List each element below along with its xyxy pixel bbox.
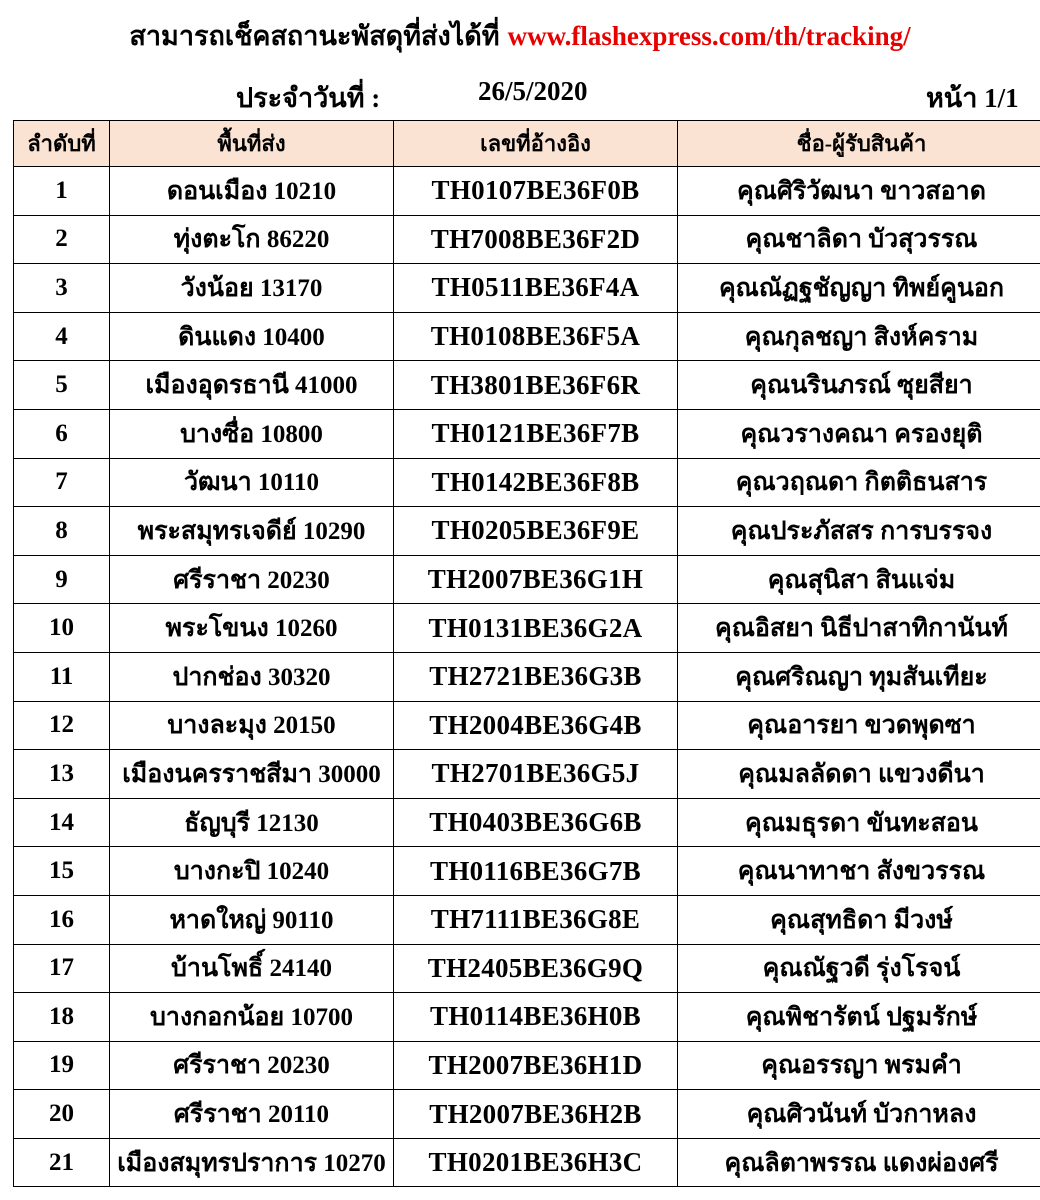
- reference-number-cell: TH2007BE36G1H: [394, 555, 678, 604]
- recipient-name-cell: คุณอรรญา พรมคำ: [678, 1041, 1040, 1090]
- table-row: [14, 1090, 1040, 1139]
- delivery-area-cell: เมืองสมุทรปราการ 10270: [110, 1138, 394, 1187]
- row-number-cell: 6: [14, 409, 110, 458]
- recipient-name-cell: คุณวรางคณา ครองยุติ: [678, 409, 1040, 458]
- delivery-area-cell: บ้านโพธิ์ 24140: [110, 944, 394, 993]
- row-number-cell: 5: [14, 361, 110, 410]
- recipient-name-cell: คุณสุนิสา สินแจ่ม: [678, 555, 1040, 604]
- recipient-name-cell: คุณศริณญา ทุมสันเทียะ: [678, 652, 1040, 701]
- table-row: [14, 895, 1040, 944]
- row-number-cell: 13: [14, 750, 110, 799]
- reference-number-cell: TH0511BE36F4A: [394, 264, 678, 313]
- reference-number-cell: TH2007BE36H2B: [394, 1090, 678, 1139]
- delivery-area-cell: ศรีราชา 20230: [110, 1041, 394, 1090]
- row-number-cell: 3: [14, 264, 110, 313]
- recipient-name-cell: คุณนรินภรณ์ ซุยสียา: [678, 361, 1040, 410]
- date-line: [0, 76, 1040, 112]
- column-header-recipient: ชื่อ-ผู้รับสินค้า: [678, 121, 1040, 167]
- recipient-name-cell: คุณกุลชญา สิงห์คราม: [678, 312, 1040, 361]
- reference-number-cell: TH0114BE36H0B: [394, 993, 678, 1042]
- row-number-cell: 7: [14, 458, 110, 507]
- column-header-area: พื้นที่ส่ง: [110, 121, 394, 167]
- reference-number-cell: TH7111BE36G8E: [394, 895, 678, 944]
- date-label: ประจำวันที่ :: [236, 83, 381, 113]
- recipient-name-cell: คุณอารยา ขวดพุดซา: [678, 701, 1040, 750]
- table-row: [14, 847, 1040, 896]
- row-number-cell: 2: [14, 215, 110, 264]
- reference-number-cell: TH0142BE36F8B: [394, 458, 678, 507]
- table-header-row: [14, 121, 1040, 167]
- table-row: [14, 409, 1040, 458]
- reference-number-cell: TH7008BE36F2D: [394, 215, 678, 264]
- table-row: [14, 701, 1040, 750]
- table-row: [14, 458, 1040, 507]
- delivery-area-cell: ศรีราชา 20110: [110, 1090, 394, 1139]
- table-row: [14, 944, 1040, 993]
- table-row: [14, 798, 1040, 847]
- recipient-name-cell: คุณมธุรดา ขันทะสอน: [678, 798, 1040, 847]
- delivery-area-cell: เมืองอุดรธานี 41000: [110, 361, 394, 410]
- delivery-area-cell: บางกะปิ 10240: [110, 847, 394, 896]
- reference-number-cell: TH0121BE36F7B: [394, 409, 678, 458]
- delivery-area-cell: ธัญบุรี 12130: [110, 798, 394, 847]
- table-row: [14, 604, 1040, 653]
- table-row: [14, 264, 1040, 313]
- reference-number-cell: TH2405BE36G9Q: [394, 944, 678, 993]
- delivery-area-cell: บางละมุง 20150: [110, 701, 394, 750]
- page-number: หน้า 1/1: [926, 83, 1019, 113]
- table-row: [14, 652, 1040, 701]
- recipient-name-cell: คุณณัฐวดี รุ่งโรจน์: [678, 944, 1040, 993]
- recipient-name-cell: คุณอิสยา นิธีปาสาทิกานันท์: [678, 604, 1040, 653]
- row-number-cell: 15: [14, 847, 110, 896]
- delivery-area-cell: หาดใหญ่ 90110: [110, 895, 394, 944]
- tracking-instruction-text: สามารถเช็คสถานะพัสดุที่ส่งได้ที่: [129, 21, 500, 51]
- reference-number-cell: TH0403BE36G6B: [394, 798, 678, 847]
- recipient-name-cell: คุณมลลัดดา แขวงดีนา: [678, 750, 1040, 799]
- column-header-reference: เลขที่อ้างอิง: [394, 121, 678, 167]
- delivery-area-cell: ปากช่อง 30320: [110, 652, 394, 701]
- table-row: [14, 1041, 1040, 1090]
- tracking-instruction: [0, 14, 1040, 57]
- reference-number-cell: TH3801BE36F6R: [394, 361, 678, 410]
- table-row: [14, 993, 1040, 1042]
- reference-number-cell: TH2007BE36H1D: [394, 1041, 678, 1090]
- delivery-area-cell: วังน้อย 13170: [110, 264, 394, 313]
- row-number-cell: 19: [14, 1041, 110, 1090]
- row-number-cell: 8: [14, 507, 110, 556]
- table-row: [14, 750, 1040, 799]
- recipient-name-cell: คุณพิชารัตน์ ปฐมรักษ์: [678, 993, 1040, 1042]
- recipient-name-cell: คุณนาทาชา สังขวรรณ: [678, 847, 1040, 896]
- table-row: [14, 507, 1040, 556]
- reference-number-cell: TH0116BE36G7B: [394, 847, 678, 896]
- recipient-name-cell: คุณประภัสสร การบรรจง: [678, 507, 1040, 556]
- row-number-cell: 1: [14, 167, 110, 216]
- column-header-number: ลำดับที่: [14, 121, 110, 167]
- reference-number-cell: TH0131BE36G2A: [394, 604, 678, 653]
- row-number-cell: 18: [14, 993, 110, 1042]
- delivery-area-cell: ดอนเมือง 10210: [110, 167, 394, 216]
- delivery-area-cell: วัฒนา 10110: [110, 458, 394, 507]
- reference-number-cell: TH0107BE36F0B: [394, 167, 678, 216]
- reference-number-cell: TH0201BE36H3C: [394, 1138, 678, 1187]
- delivery-area-cell: พระโขนง 10260: [110, 604, 394, 653]
- recipient-name-cell: คุณศิวนันท์ บัวกาหลง: [678, 1090, 1040, 1139]
- row-number-cell: 14: [14, 798, 110, 847]
- recipient-name-cell: คุณศิริวัฒนา ขาวสอาด: [678, 167, 1040, 216]
- reference-number-cell: TH2721BE36G3B: [394, 652, 678, 701]
- row-number-cell: 12: [14, 701, 110, 750]
- table-row: [14, 361, 1040, 410]
- reference-number-cell: TH2701BE36G5J: [394, 750, 678, 799]
- delivery-area-cell: ทุ่งตะโก 86220: [110, 215, 394, 264]
- recipient-name-cell: คุณชาลิดา บัวสุวรรณ: [678, 215, 1040, 264]
- delivery-area-cell: ดินแดง 10400: [110, 312, 394, 361]
- delivery-area-cell: บางกอกน้อย 10700: [110, 993, 394, 1042]
- row-number-cell: 17: [14, 944, 110, 993]
- tracking-url-link[interactable]: www.flashexpress.com/th/tracking/: [507, 21, 911, 51]
- table-row: [14, 312, 1040, 361]
- date-value: 26/5/2020: [478, 76, 588, 106]
- shipment-table: [13, 120, 1040, 1187]
- reference-number-cell: TH0205BE36F9E: [394, 507, 678, 556]
- reference-number-cell: TH2004BE36G4B: [394, 701, 678, 750]
- row-number-cell: 9: [14, 555, 110, 604]
- table-row: [14, 167, 1040, 216]
- row-number-cell: 4: [14, 312, 110, 361]
- delivery-area-cell: เมืองนครราชสีมา 30000: [110, 750, 394, 799]
- delivery-area-cell: บางซื่อ 10800: [110, 409, 394, 458]
- recipient-name-cell: คุณสุทธิดา มีวงษ์: [678, 895, 1040, 944]
- row-number-cell: 20: [14, 1090, 110, 1139]
- recipient-name-cell: คุณลิตาพรรณ แดงผ่องศรี: [678, 1138, 1040, 1187]
- table-body: [14, 167, 1040, 1187]
- recipient-name-cell: คุณณัฏฐชัญญา ทิพย์คูนอก: [678, 264, 1040, 313]
- row-number-cell: 11: [14, 652, 110, 701]
- table-row: [14, 215, 1040, 264]
- recipient-name-cell: คุณวฤณดา กิตติธนสาร: [678, 458, 1040, 507]
- row-number-cell: 16: [14, 895, 110, 944]
- row-number-cell: 10: [14, 604, 110, 653]
- row-number-cell: 21: [14, 1138, 110, 1187]
- delivery-area-cell: พระสมุทรเจดีย์ 10290: [110, 507, 394, 556]
- reference-number-cell: TH0108BE36F5A: [394, 312, 678, 361]
- table-row: [14, 555, 1040, 604]
- table-row: [14, 1138, 1040, 1187]
- delivery-area-cell: ศรีราชา 20230: [110, 555, 394, 604]
